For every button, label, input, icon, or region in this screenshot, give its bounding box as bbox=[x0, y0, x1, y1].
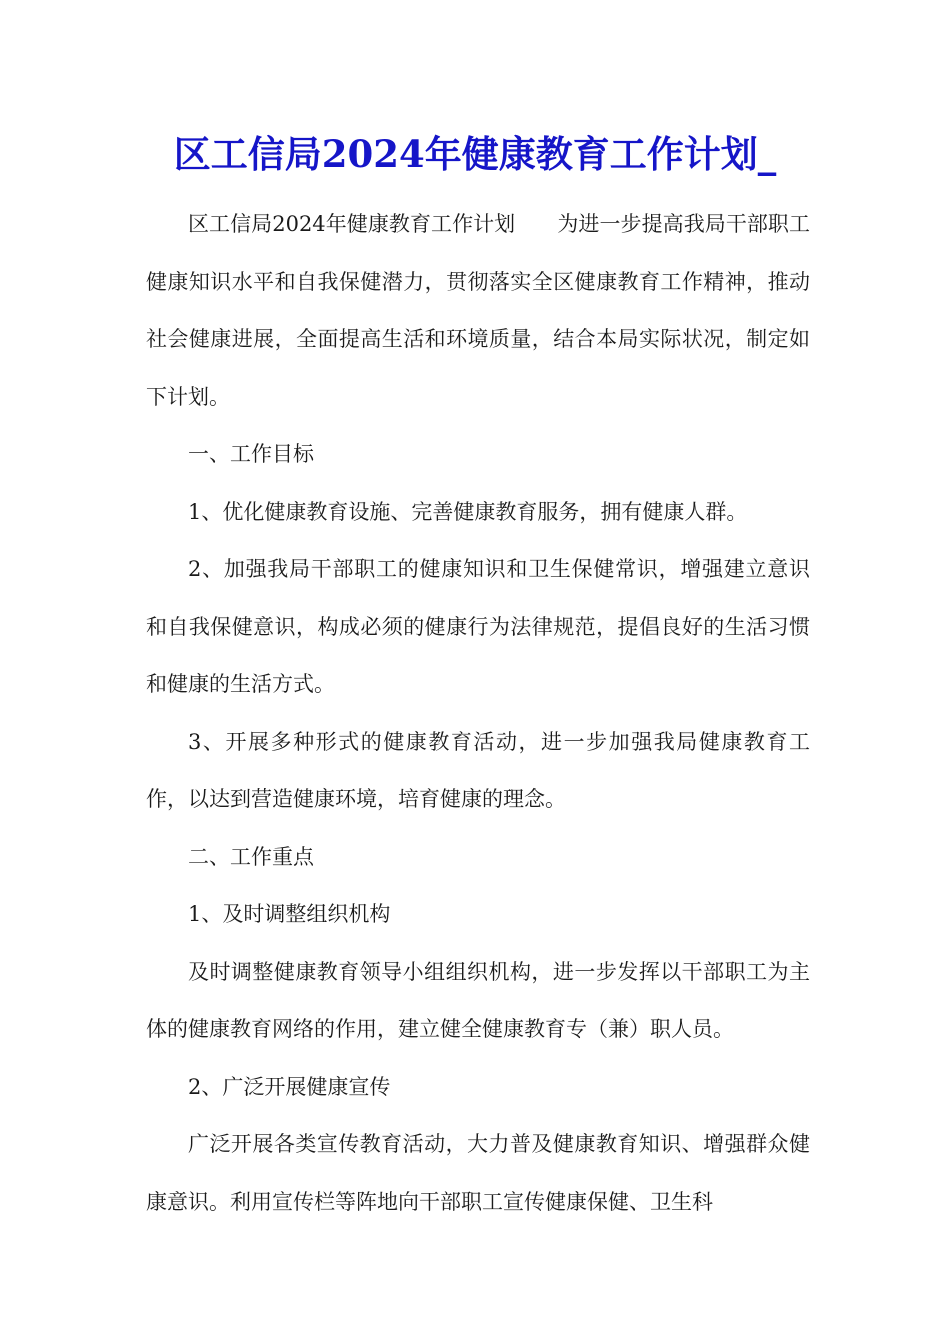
heading-work-goals: 一、工作目标 bbox=[188, 442, 314, 466]
paragraph-goal-1: 1、优化健康教育设施、完善健康教育服务，拥有健康人群。 bbox=[188, 499, 748, 524]
subheading-focus-1: 1、及时调整组织机构 bbox=[188, 902, 391, 926]
paragraph-focus-2: 广泛开展各类宣传教育活动，大力普及健康教育知识、增强群众健康意识。利用宣传栏等阵地向干部职工宣传健康保健、卫生科 bbox=[146, 1132, 810, 1214]
paragraph-goal-2: 2、加强我局干部职工的健康知识和卫生保健常识，增强建立意识和自我保健意识，构成必须的健康行为法律规范，提倡良好的生活习惯和健康的生活方式。 bbox=[146, 557, 810, 696]
document-title: 区工信局2024年健康教育工作计划_ bbox=[173, 132, 777, 176]
document-body bbox=[146, 196, 810, 1231]
paragraph-intro: 区工信局2024年健康教育工作计划 为进一步提高我局干部职工健康知识水平和自我保健潜力，贯彻落实全区健康教育工作精神，推动社会健康进展，全面提高生活和环境质量，结合本局实际状况，制定如下计划。 bbox=[146, 212, 810, 409]
paragraph-goal-3: 3、开展多种形式的健康教育活动，进一步加强我局健康教育工作，以达到营造健康环境，培育健康的理念。 bbox=[146, 729, 810, 811]
paragraph-focus-1: 及时调整健康教育领导小组组织机构，进一步发挥以干部职工为主体的健康教育网络的作用，建立健全健康教育专（兼）职人员。 bbox=[146, 959, 810, 1041]
subheading-focus-2: 2、广泛开展健康宣传 bbox=[188, 1074, 391, 1099]
heading-work-focus: 二、工作重点 bbox=[188, 844, 314, 869]
